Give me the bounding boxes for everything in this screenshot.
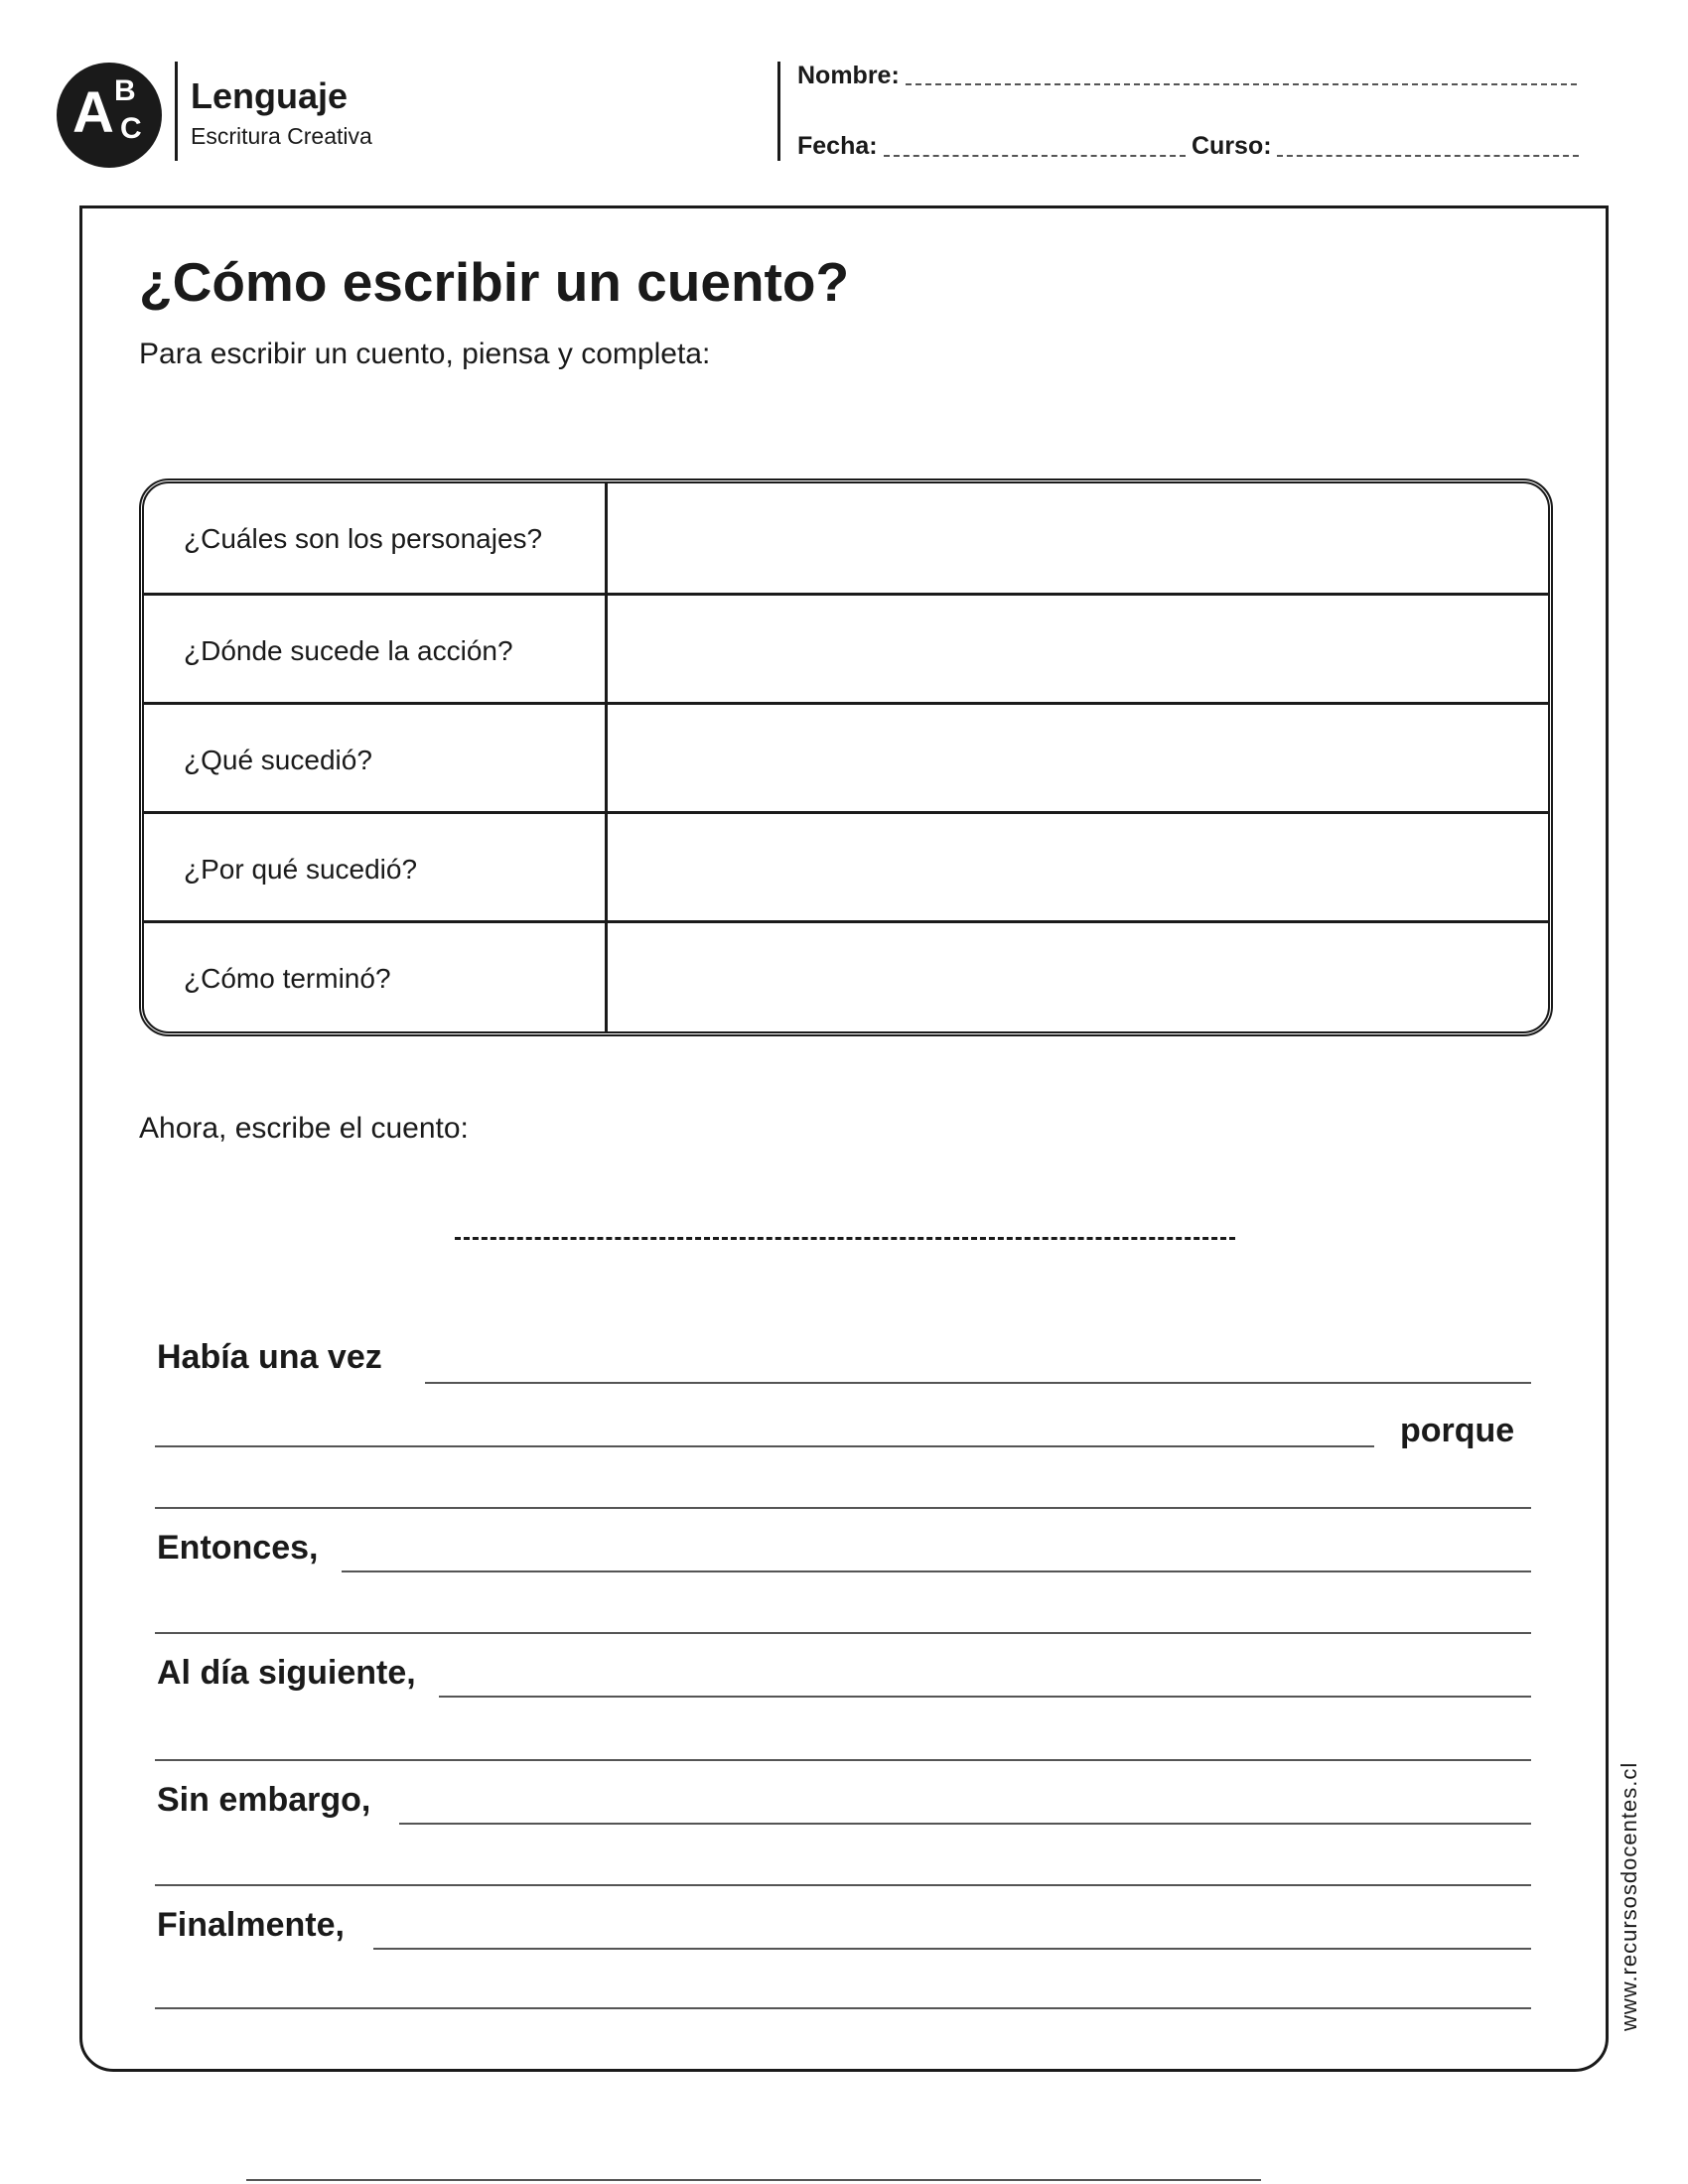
- table-row: [144, 811, 1548, 920]
- answer-place[interactable]: [608, 596, 1548, 702]
- table-row: [144, 593, 1548, 702]
- story-title-field[interactable]: [455, 1237, 1235, 1240]
- logo-letter-a: A: [72, 80, 114, 145]
- line-before-because[interactable]: [155, 1445, 1374, 1447]
- table-row: [144, 702, 1548, 811]
- answer-what-happened[interactable]: [608, 705, 1548, 811]
- name-label: Nombre:: [797, 62, 900, 89]
- abc-logo: [57, 63, 162, 168]
- question-ending: ¿Cómo terminó?: [184, 963, 391, 994]
- website-credit: www.recursosdocentes.cl: [1617, 1761, 1641, 2031]
- course-field[interactable]: [1277, 155, 1579, 157]
- logo-letter-c: C: [120, 112, 142, 145]
- worksheet-intro: Para escribir un cuento, piensa y completa:: [139, 338, 711, 370]
- label-once-upon: Había una vez: [157, 1338, 382, 1376]
- logo-letter-b: B: [114, 74, 136, 107]
- table-row: [144, 920, 1548, 1029]
- date-field[interactable]: [884, 155, 1186, 157]
- label-because: porque: [1400, 1412, 1515, 1449]
- name-field[interactable]: [906, 83, 1577, 85]
- line-once-upon[interactable]: [425, 1382, 1531, 1384]
- course-label: Curso:: [1192, 132, 1272, 160]
- question-place: ¿Dónde sucede la acción?: [184, 635, 513, 666]
- line-however[interactable]: [399, 1823, 1531, 1825]
- line-after-because[interactable]: [155, 1507, 1531, 1509]
- header-divider-left: [175, 62, 178, 161]
- subtopic-title: Escritura Creativa: [191, 123, 372, 149]
- line-next-day-2[interactable]: [155, 1759, 1531, 1761]
- answer-ending[interactable]: [608, 923, 1548, 1029]
- answer-why[interactable]: [608, 814, 1548, 920]
- bottom-rule: [246, 2179, 1261, 2181]
- subject-title: Lenguaje: [191, 75, 349, 116]
- story-planning-table: [139, 478, 1553, 1036]
- label-then: Entonces,: [157, 1529, 319, 1567]
- worksheet-title: ¿Cómo escribir un cuento?: [139, 251, 850, 313]
- header-divider-right: [777, 62, 780, 161]
- line-finally[interactable]: [373, 1948, 1531, 1950]
- line-finally-2[interactable]: [155, 2007, 1531, 2009]
- line-then-2[interactable]: [155, 1632, 1531, 1634]
- answer-characters[interactable]: [608, 483, 1548, 593]
- question-what-happened: ¿Qué sucedió?: [184, 745, 372, 775]
- question-why: ¿Por qué sucedió?: [184, 854, 418, 885]
- line-next-day[interactable]: [439, 1696, 1531, 1698]
- table-column-divider: [605, 483, 608, 1031]
- date-label: Fecha:: [797, 132, 878, 160]
- label-next-day: Al día siguiente,: [157, 1654, 416, 1692]
- label-finally: Finalmente,: [157, 1906, 345, 1944]
- line-however-2[interactable]: [155, 1884, 1531, 1886]
- table-row: [144, 483, 1548, 593]
- label-however: Sin embargo,: [157, 1781, 371, 1819]
- question-characters: ¿Cuáles son los personajes?: [184, 523, 543, 554]
- write-story-prompt: Ahora, escribe el cuento:: [139, 1112, 469, 1145]
- line-then[interactable]: [342, 1570, 1531, 1572]
